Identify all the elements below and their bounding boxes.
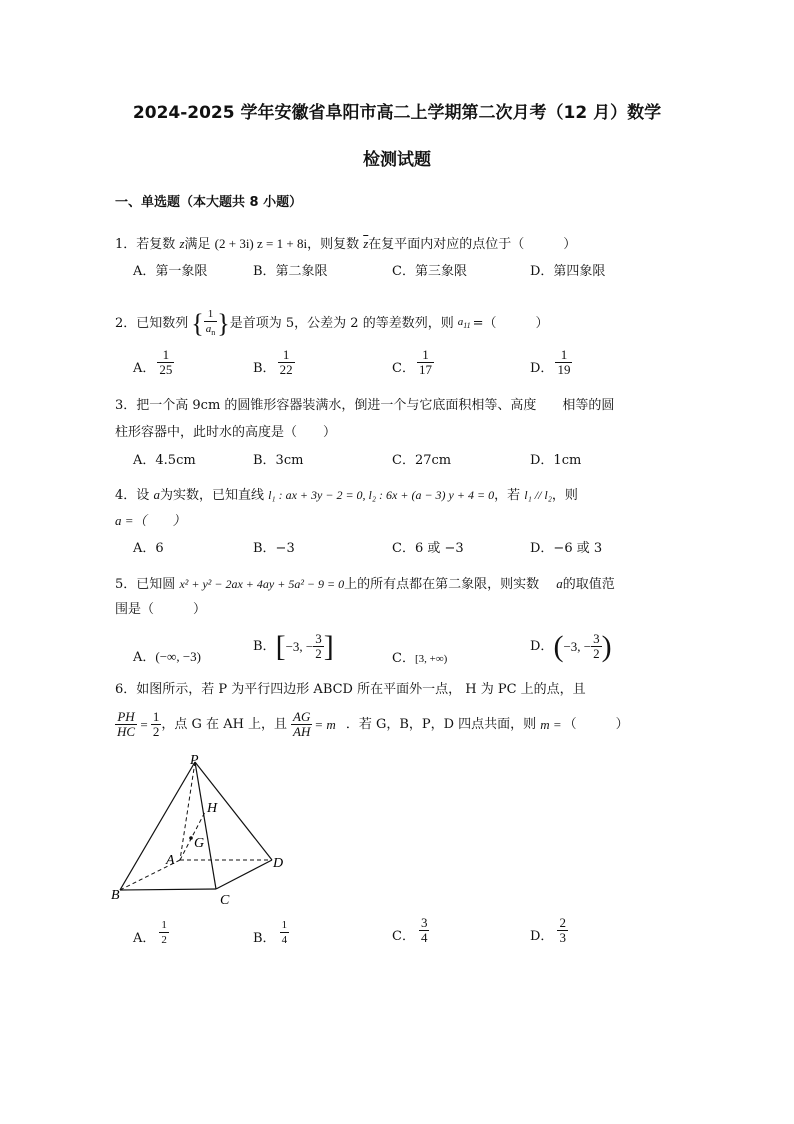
q2-option-b: B． $\frac{1}{22}$ <box>253 347 293 377</box>
page-title: 2024-2025 学年安徽省阜阳市高二上学期第二次月考（12 月）数学 <box>132 103 662 123</box>
q1-option-c: C．第三象限 <box>392 264 467 279</box>
q4-option-b: B．−3 <box>253 541 295 556</box>
page-subtitle: 检测试题 <box>363 150 431 170</box>
q4-option-d: D．−6 或 3 <box>530 541 603 556</box>
question-4 <box>115 486 578 505</box>
question-2 <box>115 302 549 346</box>
q5-text-c: 的取值范 <box>562 577 615 592</box>
q4-line2: a =（ ） <box>115 513 186 528</box>
q5-a: a <box>556 576 563 591</box>
q6-hc: HC <box>117 724 136 739</box>
q1-equation: (2 + 3i) z = 1 + 8i <box>214 236 308 251</box>
label-G: G <box>194 836 205 851</box>
q4-parallel: l₁ // l₂ <box>524 488 552 502</box>
q1-text-a: 若复数 <box>136 237 176 252</box>
q2-option-a: A． $\frac{1}{25}$ <box>133 347 173 377</box>
q1-number: 1． <box>115 237 137 252</box>
q2-seq-den: a <box>205 323 212 336</box>
q1-option-a: A．第一象限 <box>133 264 208 279</box>
q6-line1: 如图所示，若 P 为平行四边形 ABCD 所在平面外一点， H 为 PC 上的点，且 <box>136 682 586 697</box>
q3-option-b: B．3cm <box>253 453 304 468</box>
q2-number: 2． <box>115 316 137 331</box>
q4-option-a: A．6 <box>133 541 164 556</box>
q2-text-b: 是首项为 5，公差为 2 的等差数列，则 <box>229 316 454 331</box>
q2-seq-num: 1 <box>204 307 218 322</box>
q1-text-d: 在复平面内对应的点位于（ ） <box>368 237 577 252</box>
q1-text-c: ，则复数 <box>307 237 360 252</box>
q4-text-b: 为实数，已知直线 <box>159 488 264 503</box>
label-P: P <box>190 753 199 768</box>
q1-option-d: D．第四象限 <box>530 264 606 279</box>
q3-number: 3． <box>115 398 137 413</box>
q6-m: m = <box>540 716 562 732</box>
q4-text-c: ，若 <box>494 488 521 503</box>
q6-half-num: 1 <box>152 709 160 724</box>
q6-ph: PH <box>115 710 137 725</box>
q4-text-d: ，则 <box>551 488 578 503</box>
q3-line1: 把一个高 9cm 的圆锥形容器装满水，倒进一个与它底面积相等、高度 相等的圆 <box>136 398 615 413</box>
q5-text-b: 上的所有点都在第二象限，则实数 <box>344 577 553 592</box>
q3-line2: 柱形容器中，此时水的高度是（ ） <box>115 425 337 440</box>
point-G <box>189 836 193 840</box>
q2-seq-sub: n <box>211 328 216 338</box>
q1-z: z <box>179 236 185 251</box>
q1-text-b: 满足 <box>184 237 211 252</box>
q6-ag: AG <box>293 709 311 724</box>
question-5 <box>115 575 615 594</box>
q5-line2: 围是（ ） <box>115 602 207 617</box>
label-C: C <box>220 893 230 908</box>
q5-option-b: B． [ −3, − $\frac{3}{2}$ ] <box>253 629 334 663</box>
q6-text-a: ，点 G 在 AH 上，且 <box>161 716 288 732</box>
section-heading: 一、单选题（本大题共 8 小题） <box>115 195 303 210</box>
q2-text-a: 已知数列 <box>136 316 189 331</box>
q2-option-c: C． $\frac{1}{17}$ <box>392 347 432 377</box>
question-1 <box>115 235 576 254</box>
q4-number: 4． <box>115 488 137 503</box>
q6-text-b: ．若 G，B，P，D 四点共面，则 <box>345 716 537 732</box>
label-A: A <box>166 853 175 868</box>
edge-CD <box>216 860 272 889</box>
q5-number: 5． <box>115 577 137 592</box>
q6-option-a: A． $\frac{1}{2}$ <box>133 919 167 946</box>
q6-half-den: 2 <box>152 724 160 739</box>
q6-option-b: B． $\frac{1}{4}$ <box>253 919 288 946</box>
q5-option-a: A．(−∞, −3) <box>133 649 201 665</box>
q4-option-c: C．6 或 −3 <box>392 541 464 556</box>
q6-option-d: D． $\frac{2}{3}$ <box>530 915 566 945</box>
q3-option-c: C．27cm <box>392 453 452 468</box>
q1-option-b: B．第二象限 <box>253 264 328 279</box>
question-6 <box>115 681 586 699</box>
q5-circle-equation: x² + y² − 2ax + 4ay + 5a² − 9 = 0 <box>179 577 345 591</box>
label-H: H <box>207 801 218 816</box>
q4-text-a: 设 <box>136 488 150 503</box>
q6-text-c: （ ） <box>563 716 629 732</box>
q5-option-c: C．[3, +∞) <box>392 651 448 666</box>
q2-brace-left: { <box>191 309 204 338</box>
q2-text-c: =（ ） <box>472 316 549 331</box>
pyramid-figure <box>108 752 298 912</box>
q5-text-a: 已知圆 <box>136 577 176 592</box>
q6-option-c: C． $\frac{3}{4}$ <box>392 915 428 945</box>
q4-lines-equation: l₁ : ax + 3y − 2 = 0, l₂ : 6x + (a − 3) y + 4 = 0 <box>268 488 495 502</box>
q2-seq-fraction <box>204 307 218 340</box>
question-3 <box>115 397 614 415</box>
q3-option-a: A．4.5cm <box>133 453 196 468</box>
label-B: B <box>111 888 120 903</box>
q2-a11: $a_{11}$ <box>457 315 471 331</box>
q6-eq-m: = m <box>314 716 336 732</box>
q2-option-d: D． $\frac{1}{19}$ <box>530 347 571 377</box>
q1-zbar: $\overline{z}$ <box>363 236 369 251</box>
q4-a: a <box>153 487 160 502</box>
q2-brace-right: } <box>217 309 230 338</box>
edge-BC <box>120 889 216 890</box>
q3-option-d: D．1cm <box>530 453 582 468</box>
q6-line2: $\frac{PH}{HC}$ = $\frac{1}{2}$ ，点 G 在 AH 上，且 $\frac{AG}{AH}$ = m ．若 G，B，P，D 四点共面，则 m = （ ） <box>117 709 629 739</box>
q5-option-d: D． ( −3, − $\frac{3}{2}$ ) <box>530 629 612 663</box>
q6-ah: AH <box>293 724 311 739</box>
label-D: D <box>273 856 284 871</box>
q6-number: 6． <box>115 682 137 697</box>
